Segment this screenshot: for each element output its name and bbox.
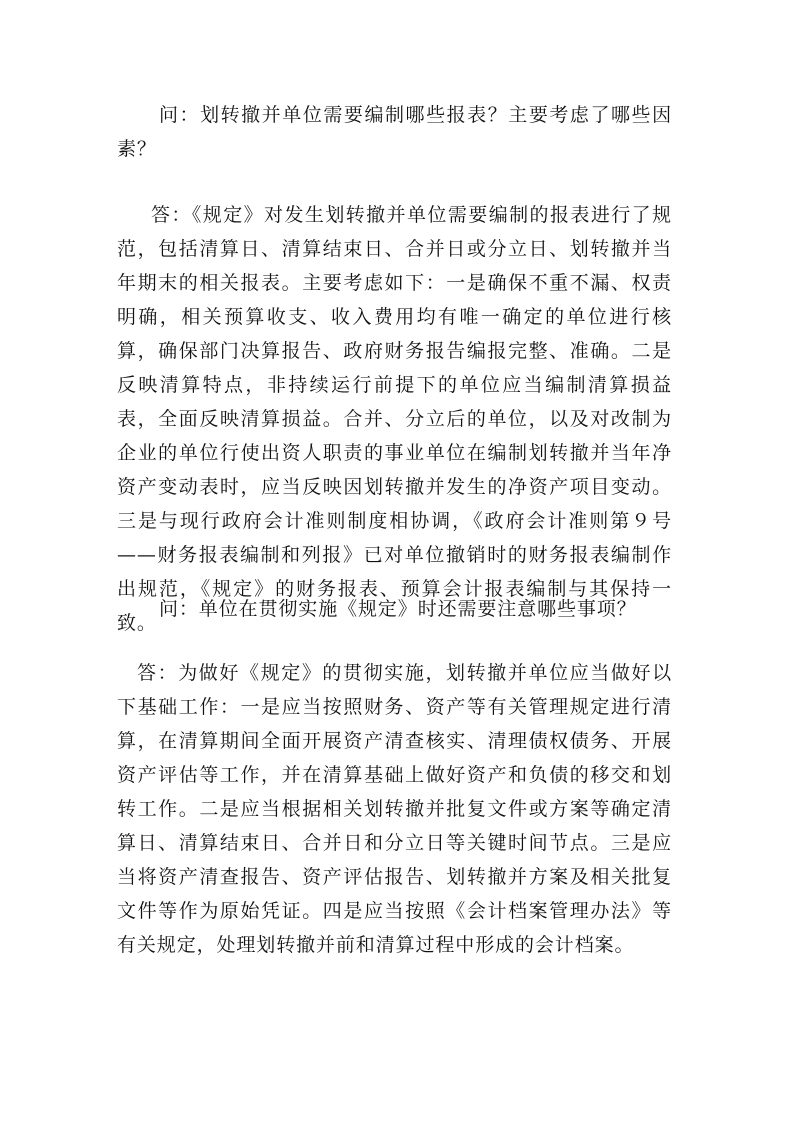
answer-2-paragraph: 答：为做好《规定》的贯彻实施，划转撤并单位应当做好以下基础工作：一是应当按照财务、资产等有关管理规定进行清算，在清算期间全面开展资产清查核实、清理债权债务、开展资产评估等工作，并在清算基础上做好资产和负债的移交和划转工作。二是应当根据相关划转撤并批复文件或方案等确定清算日、清算结束日、合并日和分立日等关键时间节点。三是应当将资产清查报告、资产评估报告、划转撤并方案及相关批复文件等作为原始凭证。四是应当按照《会计档案管理办法》等有关规定，处理划转撤并前和清算过程中形成的会计档案。 <box>117 662 672 956</box>
answer-1-paragraph: 答：《规定》对发生划转撤并单位需要编制的报表进行了规范，包括清算日、清算结束日、合并日或分立日、划转撤并当年期末的相关报表。主要考虑如下：一是确保不重不漏、权责明确，相关预算收支、收入费用均有唯一确定的单位进行核算，确保部门决算报告、政府财务报告编报完整、准确。二是反映清算特点，非持续运行前提下的单位应当编制清算损益表，全面反映清算损益。合并、分立后的单位，以及对改制为企业的单位行使出资人职责的事业单位在编制划转撤并当年净资产变动表时，应当反映因划转撤并发生的净资产项目变动。三是与现行政府会计准则制度相协调，《政府会计准则第９号——财务报表编制和列报》已对单位撤销时的财务报表编制作出规范，《规定》的财务报表、预算会计报表编制与其保持一致。 <box>117 204 672 634</box>
question-2-paragraph: 问：单位在贯彻实施《规定》时还需要注意哪些事项？ <box>159 598 637 620</box>
question-1-paragraph: 问：划转撤并单位需要编制哪些报表？主要考虑了哪些因素？ <box>117 104 672 160</box>
